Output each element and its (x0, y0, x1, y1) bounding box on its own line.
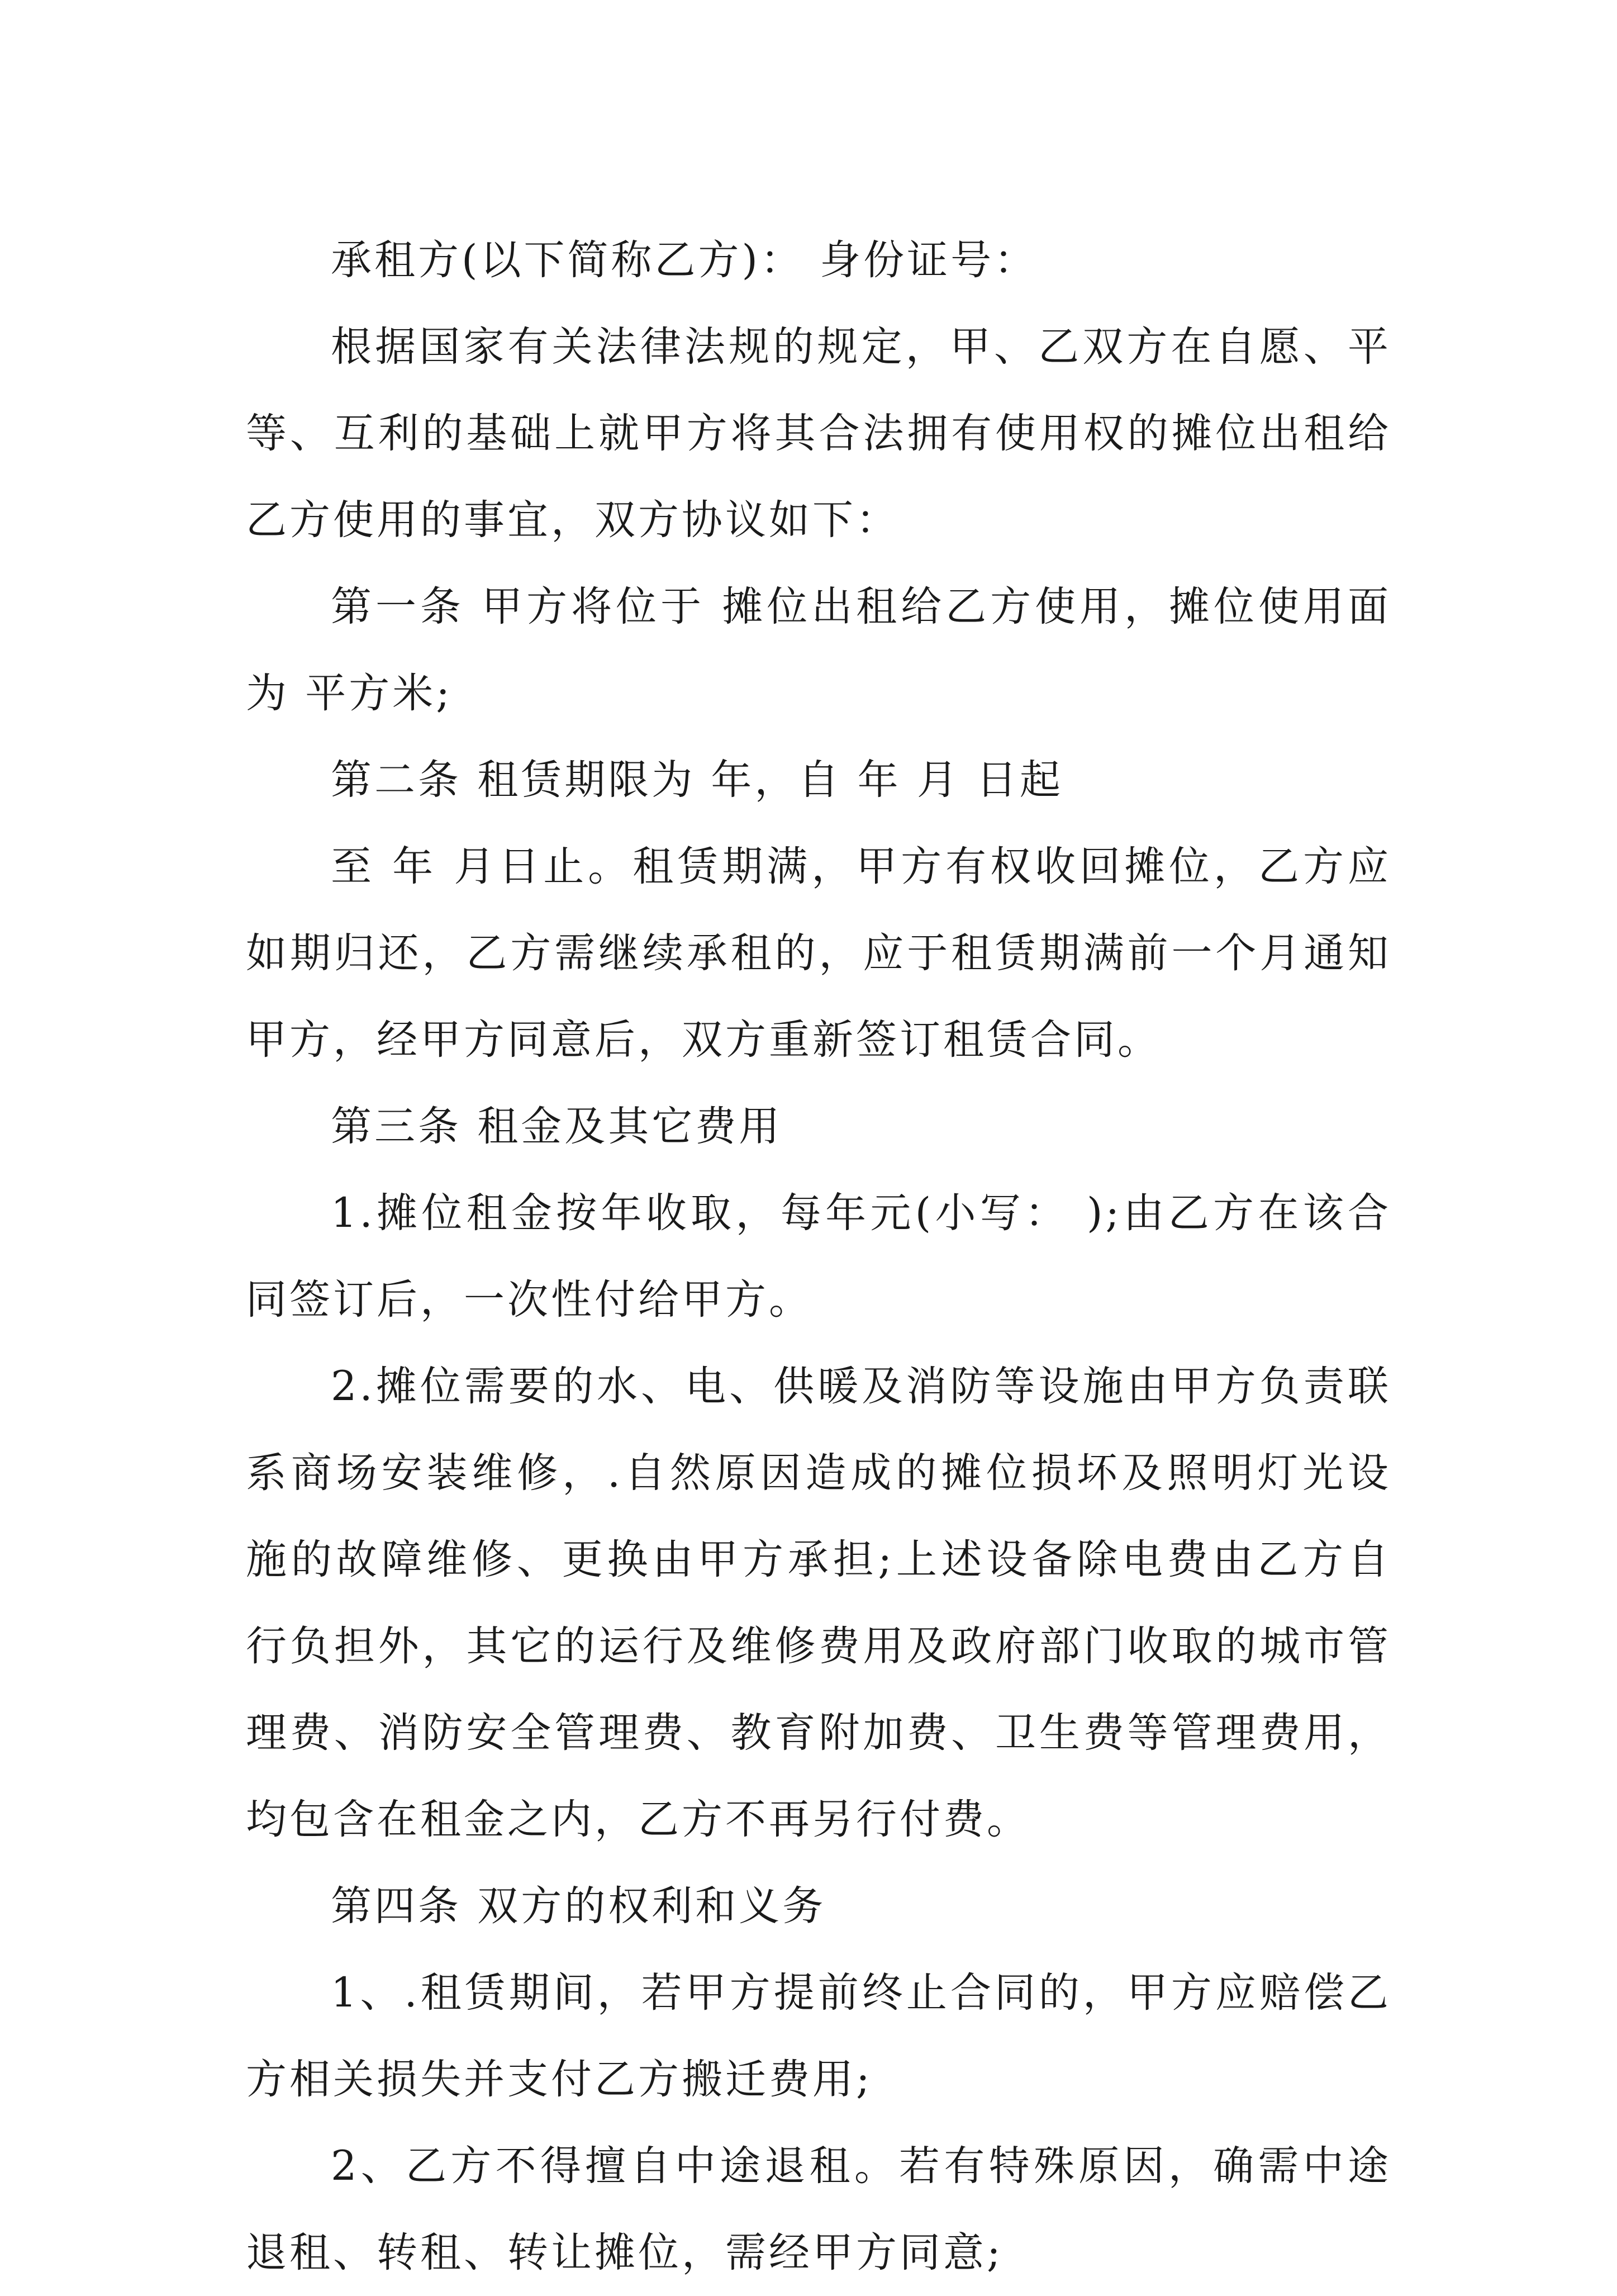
document-body (246, 217, 1391, 2296)
paragraph-lessee-info: 承租方(以下简称乙方)： 身份证号： (331, 236, 1038, 284)
paragraph-article-3-item-2: 2.摊位需要的水、电、供暖及消防等设施由甲方负责联系商场安装维修，.自然原因造成的摊位损坏及照明灯光设施的故障维修、更换由甲方承担;上述设备除电费由乙方自行负担外，其它的运行及维修费用及政府部门收取的城市管理费、消防安全管理费、教育附加费、卫生费等管理费用，均包含在租金之内，乙方不再另行付费。 (246, 1363, 1391, 1843)
paragraph-article-4-heading: 第四条 双方的权利和义务 (331, 1882, 826, 1930)
paragraph-article-2-term: 至 年 月日止。租赁期满，甲方有权收回摊位，乙方应如期归还，乙方需继续承租的，应于租赁期满前一个月通知甲方，经甲方同意后，双方重新签订租赁合同。 (246, 843, 1391, 1064)
paragraph-article-4-item-1: 1、.租赁期间，若甲方提前终止合同的，甲方应赔偿乙方相关损失并支付乙方搬迁费用; (246, 1969, 1391, 2103)
paragraph-article-4-item-2: 2、乙方不得擅自中途退租。若有特殊原因，确需中途退租、转租、转让摊位，需经甲方同意; (246, 2142, 1391, 2276)
paragraph-preamble: 根据国家有关法律法规的规定，甲、乙双方在自愿、平等、互利的基础上就甲方将其合法拥有使用权的摊位出租给乙方使用的事宜，双方协议如下： (246, 323, 1391, 544)
paragraph-article-1: 第一条 甲方将位于 摊位出租给乙方使用，摊位使用面为 平方米; (246, 583, 1391, 717)
paragraph-article-3-item-1: 1.摊位租金按年收取，每年元(小写： );由乙方在该合同签订后，一次性付给甲方。 (246, 1189, 1391, 1323)
paragraph-article-3-heading: 第三条 租金及其它费用 (331, 1103, 783, 1150)
paragraph-article-2: 第二条 租赁期限为 年，自 年 月 日起 (331, 756, 1064, 804)
